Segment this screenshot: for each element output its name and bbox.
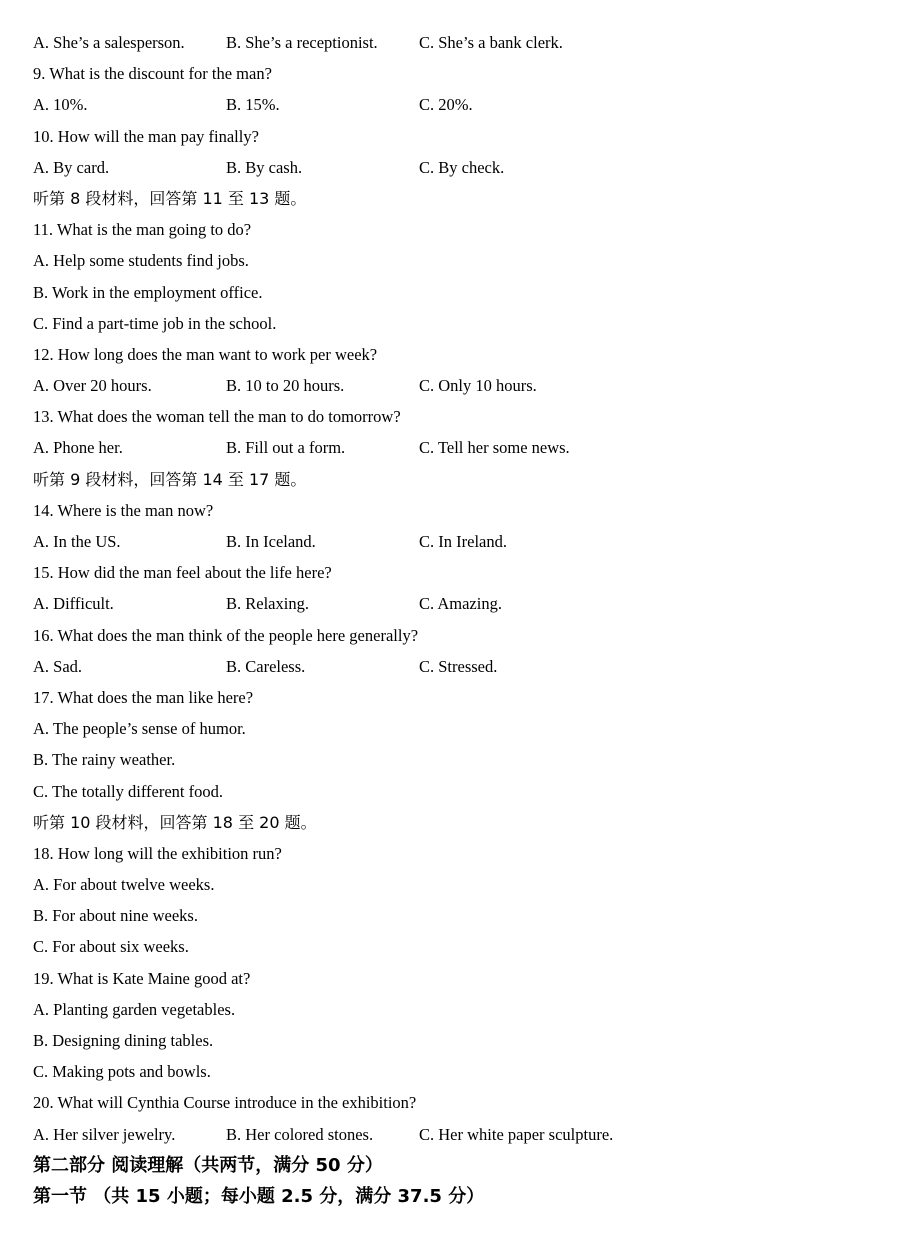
part-heading: 第一节 （共 15 小题；每小题 2.5 分，满分 37.5 分） [33, 1185, 485, 1207]
answer-option: C. Making pots and bowls. [33, 1062, 211, 1082]
answer-options-row [33, 651, 873, 682]
option-a: A. By card. [33, 157, 110, 177]
answer-option: C. The totally different food. [33, 781, 224, 801]
option-a: A. In the US. [33, 532, 121, 551]
answer-option: C. For about six weeks. [33, 937, 189, 957]
question-text: 9. What is the discount for the man? [33, 64, 272, 84]
option-b: B. Fill out a form. [226, 438, 346, 458]
question-text: 14. Where is the man now? [33, 500, 214, 520]
option-b: B. She’s a receptionist. [226, 33, 378, 52]
question-text: 12. How long does the man want to work per week? [33, 344, 378, 364]
option-c: C. Tell her some news. [419, 438, 570, 458]
option-b: B. Relaxing. [226, 594, 309, 614]
option-c: C. Stressed. [419, 656, 498, 676]
option-b: B. 10 to 20 hours. [226, 376, 345, 396]
answer-option: B. For about nine weeks. [33, 906, 198, 926]
answer-option: B. Work in the employment office. [33, 282, 263, 302]
answer-option: A. Help some students find jobs. [33, 251, 249, 271]
question-text: 20. What will Cynthia Course introduce in the exhibition? [33, 1093, 417, 1113]
option-c: C. Amazing. [419, 594, 502, 614]
option-b: B. In Iceland. [226, 532, 316, 551]
answer-options-row [33, 152, 873, 183]
option-c: C. In Ireland. [419, 532, 507, 551]
option-a: A. She’s a salesperson. [33, 33, 185, 52]
section-instruction: 听第 9 段材料，回答第 14 至 17 题。 [33, 469, 307, 489]
question-text: 15. How did the man feel about the life here? [33, 563, 332, 583]
option-c: C. She’s a bank clerk. [419, 33, 563, 52]
answer-option: C. Find a part-time job in the school. [33, 313, 277, 333]
question-text: 10. How will the man pay finally? [33, 126, 259, 146]
option-b: B. Careless. [226, 656, 306, 676]
option-c: C. By check. [419, 157, 505, 177]
answer-options-row [33, 526, 873, 557]
option-c: C. Only 10 hours. [419, 376, 537, 396]
option-b: B. Her colored stones. [226, 1124, 374, 1144]
question-text: 19. What is Kate Maine good at? [33, 968, 251, 988]
option-a: A. Difficult. [33, 594, 114, 614]
question-text: 16. What does the man think of the people here generally? [33, 625, 419, 645]
option-c: C. Her white paper sculpture. [419, 1124, 614, 1144]
option-a: A. Over 20 hours. [33, 376, 152, 396]
option-a: A. Sad. [33, 656, 83, 676]
option-c: C. 20%. [419, 95, 473, 115]
answer-options-row [33, 1119, 873, 1150]
option-a: A. 10%. [33, 95, 88, 115]
question-text: 11. What is the man going to do? [33, 220, 252, 240]
section-instruction: 听第 10 段材料，回答第 18 至 20 题。 [33, 812, 317, 832]
option-b: B. 15%. [226, 95, 280, 115]
option-b: B. By cash. [226, 157, 303, 177]
answer-options-row [33, 27, 873, 58]
answer-option: B. Designing dining tables. [33, 1031, 214, 1050]
question-text: 13. What does the woman tell the man to do tomorrow? [33, 407, 401, 427]
section-instruction: 听第 8 段材料，回答第 11 至 13 题。 [33, 188, 307, 208]
exam-page [33, 27, 873, 1212]
answer-options-row [33, 588, 873, 619]
option-a: A. Her silver jewelry. [33, 1124, 176, 1144]
answer-option: B. The rainy weather. [33, 750, 176, 770]
option-a: A. Phone her. [33, 438, 123, 458]
answer-option: A. Planting garden vegetables. [33, 999, 236, 1019]
answer-option: A. For about twelve weeks. [33, 875, 215, 895]
question-text: 18. How long will the exhibition run? [33, 843, 282, 863]
answer-options-row [33, 89, 873, 120]
answer-options-row [33, 370, 873, 401]
question-text: 17. What does the man like here? [33, 687, 254, 707]
part-heading: 第二部分 阅读理解（共两节，满分 50 分） [33, 1154, 383, 1176]
answer-option: A. The people’s sense of humor. [33, 719, 246, 739]
answer-options-row [33, 432, 873, 463]
